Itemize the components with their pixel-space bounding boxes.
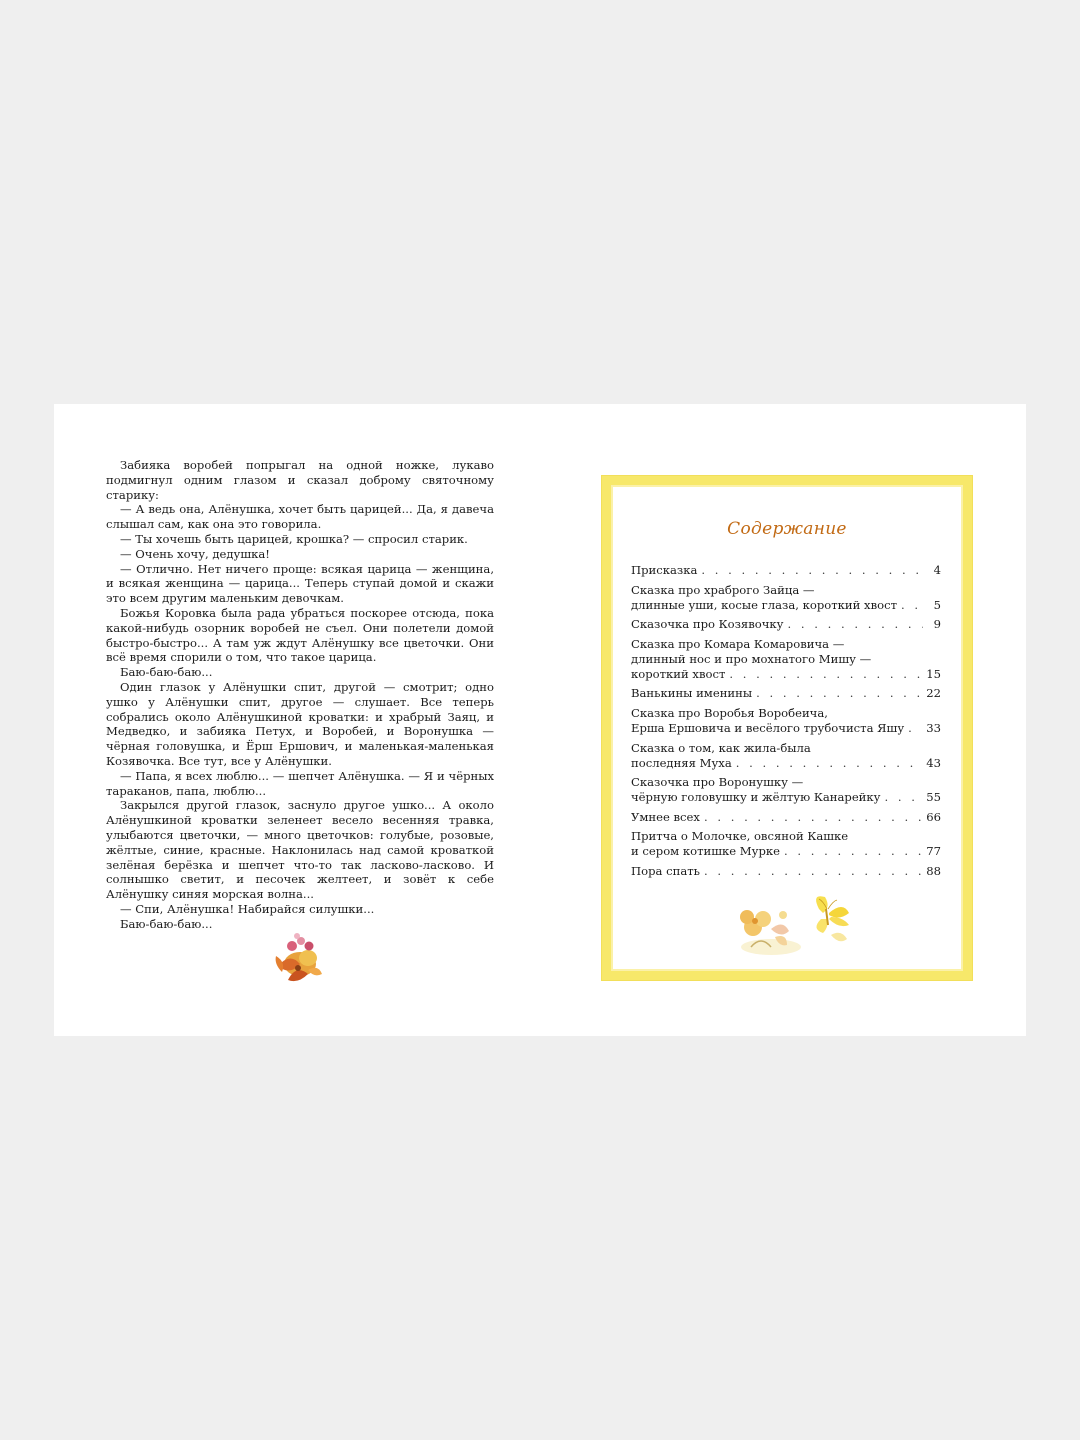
toc-leader-dots (756, 686, 922, 701)
paragraph: Забияка воробей попрыгал на одной ножке, лукаво подмигнул одним глазом и сказал доброму святочному старику: (106, 458, 494, 502)
toc-item-title-line: Присказка (631, 563, 698, 577)
toc-item-title-line: Сказка о том, как жила-была (631, 740, 811, 755)
toc-leader-dots (901, 598, 923, 613)
paragraph: Баю-баю-баю... (120, 916, 213, 931)
toc-page-number: 4 (933, 563, 941, 577)
toc-item (631, 686, 941, 701)
toc-page-number: 77 (926, 844, 941, 859)
toc-item (631, 810, 941, 825)
paragraph: — Очень хочу, дедушка! (120, 546, 270, 561)
toc-leader-dots (884, 790, 922, 805)
paragraph: Баю-баю-баю... (120, 665, 213, 680)
toc-leader-dots (908, 721, 922, 736)
toc-page-number: 43 (926, 755, 941, 770)
toc-leader-dots (704, 810, 922, 825)
toc-leader-dots (729, 667, 922, 682)
toc-item-title-line: Пора спать (631, 863, 700, 878)
toc-item-title-line: Ванькины именины (631, 686, 753, 701)
table-of-contents (602, 476, 972, 980)
toc-item (631, 583, 941, 613)
toc-page-number: 66 (926, 809, 941, 824)
toc-item-title-line: Сказка про Воробья Воробеича, (631, 705, 828, 720)
toc-item-title-line: последняя Муха (631, 755, 732, 770)
left-page-text (106, 458, 494, 932)
toc-item (631, 637, 941, 682)
book-spread (54, 404, 1026, 1036)
toc-item-title-line: Ерша Ершовича и весёлого трубочиста Яшу (631, 720, 905, 735)
toc-item (631, 617, 941, 632)
toc-item (631, 563, 941, 578)
toc-item-title-line: короткий хвост (631, 666, 726, 681)
toc-item-title-line: Сказочка про Козявочку (631, 617, 784, 632)
toc-item (631, 829, 941, 859)
toc-leader-dots (704, 864, 922, 879)
toc-item-title-line: Умнее всех (631, 809, 700, 824)
toc-leader-dots (736, 756, 922, 771)
paragraph: — Папа, я всех люблю... — шепчет Алёнушка. — Я и чёрных тараканов, папа, люблю... (106, 768, 494, 798)
toc-page-number: 55 (926, 790, 941, 805)
flowers-and-butterfly-icon (731, 889, 861, 961)
toc-page-number: 33 (926, 720, 941, 735)
paragraph: Один глазок у Алёнушки спит, другой — смотрит; одно ушко у Алёнушки спит, другое — слушает. Все теперь собрались около Алёнушкиной кроватки: и храбрый Заяц, и Медведко, и забияка Петух, и Воробей, и Воронушка — чёрная головушка, и Ёрш Ершович, и маленькая-маленькая Козявочка. Все тут, все у Алёнушки. (106, 679, 494, 768)
toc-item (631, 864, 941, 879)
toc-page-number: 15 (926, 666, 941, 681)
paragraph: — Спи, Алёнушка! Набирайся силушки... (120, 901, 375, 916)
toc-title: Содержание (727, 519, 847, 539)
toc-list (631, 563, 941, 884)
paragraph: — Ты хочешь быть царицей, крошка? — спросил старик. (120, 531, 468, 546)
paragraph: Закрылся другой глазок, заснуло другое ушко... А около Алёнушкиной кроватки зеленеет весело весенняя травка, улыбаются цветочки, — много цветочков: голубые, розовые, жёлтые, синие, красные. Наклонилась над самой кроваткой зелёная берёзка и шепчет что-то так ласково-ласково. И солнышко светит, и песочек желтеет, и зовёт к себе Алёнушку синяя морская волна... (106, 798, 494, 902)
paragraph: Божья Коровка была рада убраться поскорее отсюда, пока какой-нибудь озорник воробей не съел. Они полетели домой быстро-быстро... А там уж ждут Алёнушку все цветочки. Они всё время спорили о том, что такое царица. (106, 605, 494, 665)
toc-leader-dots (788, 617, 924, 632)
toc-page-number: 22 (926, 686, 941, 701)
toc-item-title-line: чёрную головушку и жёлтую Канарейку (631, 790, 881, 805)
toc-item (631, 706, 941, 736)
toc-page-number: 5 (933, 597, 941, 612)
toc-item-title-line: длинный нос и про мохнатого Мишу — (631, 651, 872, 666)
flower-bouquet-icon (270, 924, 326, 986)
toc-item-title-line: Сказка про Комара Комаровича — (631, 636, 845, 651)
toc-item (631, 741, 941, 771)
toc-leader-dots (701, 563, 923, 578)
paragraph: — А ведь она, Алёнушка, хочет быть царицей... Да, я давеча слышал сам, как она это говорила. (106, 502, 494, 532)
paragraph: — Отлично. Нет ничего проще: всякая царица — женщина, и всякая женщина — царица... Теперь ступай домой и скажи это всем другим маленьким девочкам. (106, 561, 494, 606)
toc-item (631, 775, 941, 805)
toc-item-title-line: Притча о Молочке, овсяной Кашке (631, 829, 849, 844)
toc-page-number: 88 (926, 863, 941, 878)
toc-page-number: 9 (933, 617, 941, 632)
toc-item-title-line: Сказка про храброго Зайца — (631, 582, 815, 597)
toc-leader-dots (784, 844, 922, 859)
toc-item-title-line: и сером котишке Мурке (631, 844, 781, 859)
toc-item-title-line: Сказочка про Воронушку — (631, 775, 804, 790)
toc-item-title-line: длинные уши, косые глаза, короткий хвост (631, 597, 897, 612)
